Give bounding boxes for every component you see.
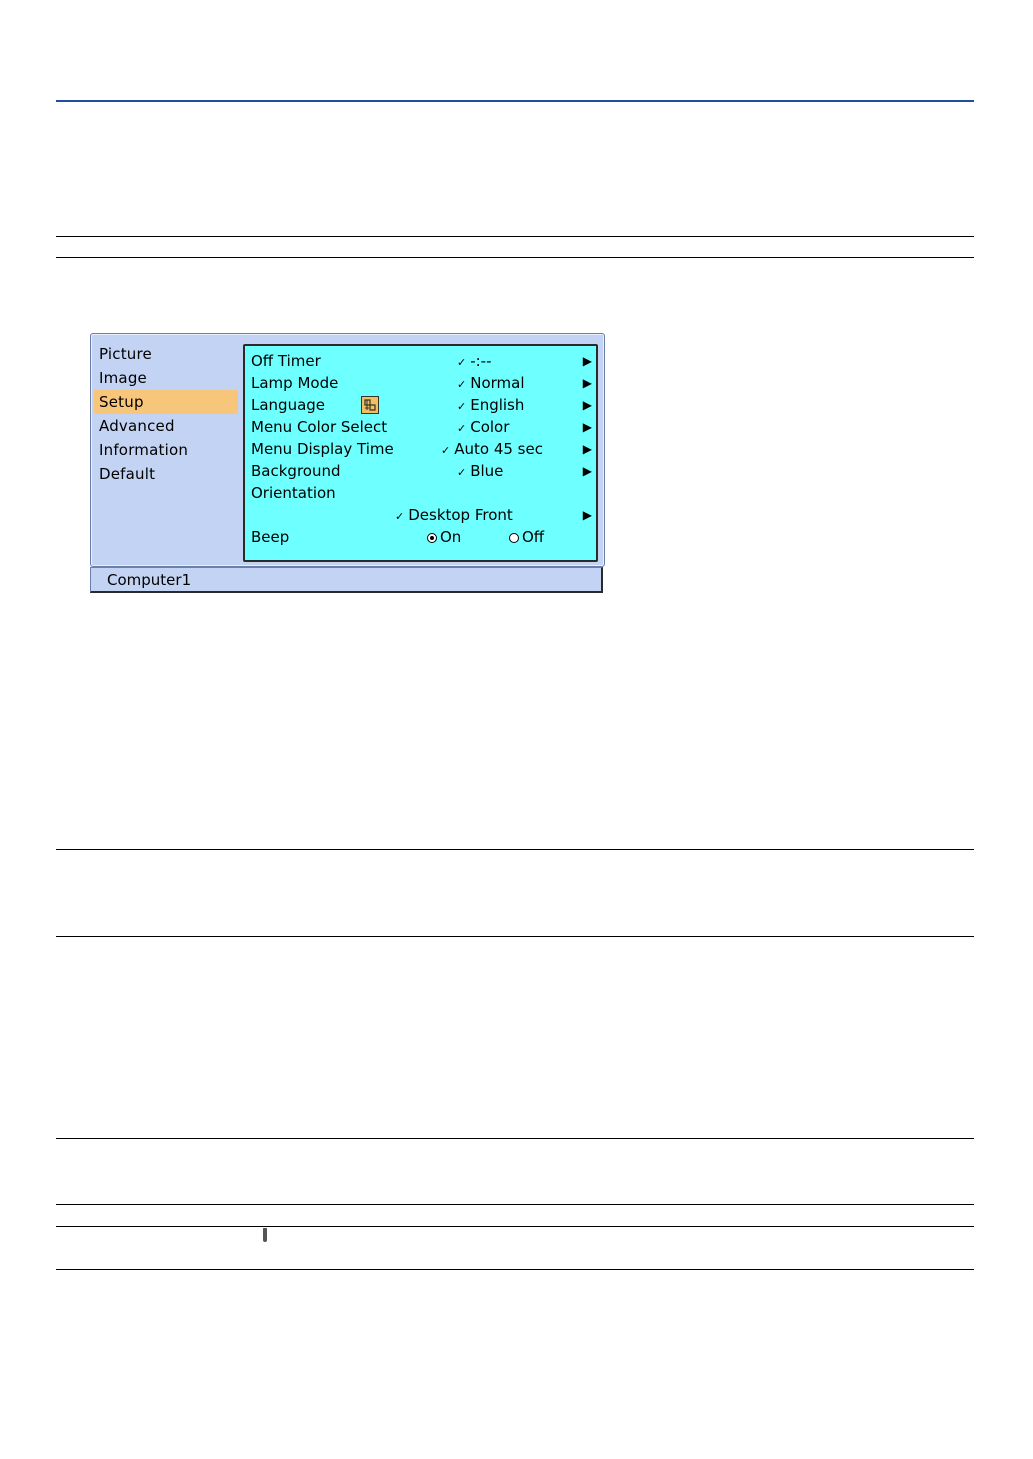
setting-orientation-value-row[interactable] bbox=[251, 504, 592, 526]
arrow-right-icon[interactable]: ▶ bbox=[582, 508, 592, 522]
radio-selected-icon[interactable] bbox=[427, 533, 437, 543]
setting-menu-display-time[interactable] bbox=[251, 438, 592, 460]
sidebar-item-default[interactable]: Default bbox=[99, 465, 156, 483]
setting-background[interactable] bbox=[251, 460, 592, 482]
language-label: Language bbox=[251, 396, 326, 414]
arrow-right-icon[interactable]: ▶ bbox=[582, 354, 592, 368]
section-rule bbox=[56, 936, 974, 937]
arrow-right-icon[interactable]: ▶ bbox=[582, 420, 592, 434]
section-rule bbox=[56, 1269, 974, 1270]
section-rule-top bbox=[56, 236, 974, 237]
source-name: Computer1 bbox=[107, 571, 192, 589]
orientation-value: ✓ Desktop Front bbox=[395, 506, 513, 524]
lamp-mode-label: Lamp Mode bbox=[251, 374, 339, 392]
off-timer-value: ✓ -:-- bbox=[457, 352, 492, 370]
section-rule bbox=[56, 1138, 974, 1139]
section-rule bbox=[56, 1226, 974, 1227]
sidebar-item-picture[interactable]: Picture bbox=[99, 345, 152, 363]
projector-osd-menu bbox=[90, 333, 605, 595]
menu-display-time-label: Menu Display Time bbox=[251, 440, 394, 458]
sidebar-item-information[interactable]: Information bbox=[99, 441, 189, 459]
check-icon: ✓ bbox=[441, 444, 451, 457]
sidebar-item-advanced[interactable]: Advanced bbox=[99, 417, 175, 435]
arrow-right-icon[interactable]: ▶ bbox=[582, 442, 592, 456]
language-icon bbox=[361, 396, 379, 414]
menu-display-time-value: ✓ Auto 45 sec bbox=[441, 440, 543, 458]
sidebar-item-image[interactable]: Image bbox=[99, 369, 147, 387]
lamp-mode-value: ✓ Normal bbox=[457, 374, 525, 392]
off-timer-label: Off Timer bbox=[251, 352, 321, 370]
beep-off-option[interactable]: Off bbox=[509, 526, 544, 548]
setting-menu-color-select[interactable] bbox=[251, 416, 592, 438]
section-rule bbox=[56, 1204, 974, 1205]
setting-orientation[interactable] bbox=[251, 482, 592, 504]
background-label: Background bbox=[251, 462, 341, 480]
language-value: ✓ English bbox=[457, 396, 525, 414]
check-icon: ✓ bbox=[457, 378, 467, 391]
menu-color-select-value: ✓ Color bbox=[457, 418, 510, 436]
radio-unselected-icon[interactable] bbox=[509, 533, 519, 543]
check-icon: ✓ bbox=[457, 400, 467, 413]
sidebar-item-setup[interactable]: Setup bbox=[94, 390, 238, 414]
header-rule bbox=[56, 100, 974, 102]
menu-color-select-label: Menu Color Select bbox=[251, 418, 388, 436]
pin-icon bbox=[263, 1228, 267, 1242]
setting-beep bbox=[251, 526, 592, 548]
setting-lamp-mode[interactable] bbox=[251, 372, 592, 394]
setting-off-timer[interactable] bbox=[251, 350, 592, 372]
osd-main-window bbox=[90, 333, 605, 567]
arrow-right-icon[interactable]: ▶ bbox=[582, 464, 592, 478]
osd-sidebar bbox=[94, 342, 238, 486]
check-icon: ✓ bbox=[457, 466, 467, 479]
arrow-right-icon[interactable]: ▶ bbox=[582, 398, 592, 412]
beep-label: Beep bbox=[251, 528, 290, 546]
arrow-right-icon[interactable]: ▶ bbox=[582, 376, 592, 390]
setup-panel bbox=[243, 344, 598, 562]
background-value: ✓ Blue bbox=[457, 462, 504, 480]
check-icon: ✓ bbox=[457, 422, 467, 435]
orientation-label: Orientation bbox=[251, 484, 336, 502]
beep-on-option[interactable]: On bbox=[427, 526, 461, 548]
section-rule bbox=[56, 849, 974, 850]
section-rule bbox=[56, 257, 974, 258]
osd-source-status-bar bbox=[90, 567, 603, 593]
check-icon: ✓ bbox=[395, 510, 405, 523]
setting-language[interactable] bbox=[251, 394, 592, 416]
check-icon: ✓ bbox=[457, 356, 467, 369]
